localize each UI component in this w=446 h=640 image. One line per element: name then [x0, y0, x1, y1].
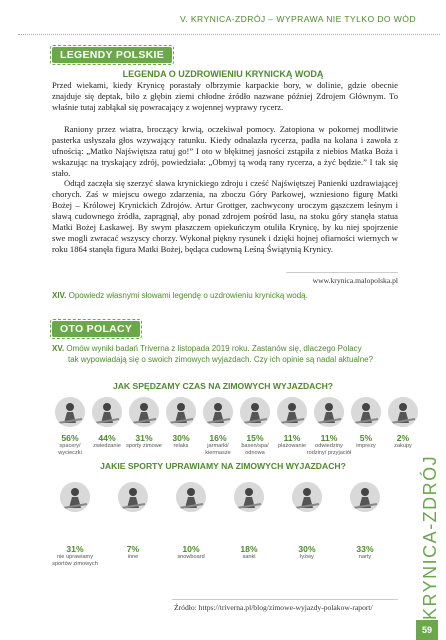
survey-photo-icon	[166, 397, 196, 427]
category-label: odwiedziny rodziny/ przyjaciół	[306, 443, 352, 456]
category-label: imprezy	[356, 443, 376, 449]
survey-photo-icon	[351, 397, 381, 427]
category-label: basen/spa/ odnowa	[241, 443, 269, 456]
survey-photo-icon	[60, 482, 90, 512]
data-label: 11%	[320, 433, 338, 443]
category-label: zwiedzanie	[93, 443, 121, 449]
paragraph-1: Przed wiekami, kiedy Krynicę porastały olbrzymie karpackie bory, w dolinie, gdzie obecnie znajduje się deptak, biło z głębin ziemi chłodne źródło nazwane później Zdrojem Głównym. To właśnie tutaj zabłąkał się powracający z wojennej wyprawy rycerz.	[52, 80, 398, 112]
data-label: 56%	[61, 433, 79, 443]
chart-2-title: JAKIE SPORTY UPRAWIAMY NA ZIMOWYCH WYJAZDACH?	[100, 461, 346, 471]
chart-sports	[0, 477, 446, 592]
survey-photo-icon	[118, 482, 148, 512]
footer-divider	[172, 599, 398, 600]
data-label: 11%	[283, 433, 301, 443]
category-label: jarmarki/ kiermasze	[205, 443, 231, 456]
page-header	[0, 0, 446, 40]
task-15	[52, 344, 412, 365]
data-label: 5%	[359, 433, 373, 443]
section-tag-legends: LEGENDY POLSKIE	[52, 47, 172, 63]
task-15-text-2: tak wypowiadają się o swoich zimowych wyjazdach. Czy ich opinie są nadal aktualne?	[68, 354, 374, 364]
data-label: 15%	[246, 433, 264, 443]
survey-photo-icon	[234, 482, 264, 512]
category-label: narty	[358, 554, 372, 560]
source-divider	[286, 272, 398, 273]
header-divider	[18, 34, 440, 35]
survey-photo-icon	[55, 397, 85, 427]
category-label: spacery/ wycieczki	[58, 443, 82, 456]
category-label: relaks	[173, 443, 189, 449]
survey-photo-icon	[277, 397, 307, 427]
task-14-text: Opowiedz własnymi słowami legendę o uzdrowieniu krynicką wodą.	[68, 291, 308, 300]
category-label: zakupy	[394, 443, 412, 449]
data-label: 31%	[66, 544, 84, 554]
data-label: 7%	[126, 544, 140, 554]
data-label: 33%	[356, 544, 374, 554]
category-label: sanki	[242, 554, 256, 560]
survey-photo-icon	[350, 482, 380, 512]
data-label: 44%	[98, 433, 116, 443]
survey-photo-icon	[203, 397, 233, 427]
data-label: 30%	[298, 544, 316, 554]
task-15-text-1: Omów wyniki badań Triverna z listopada 2019 roku. Zastanów się, dlaczego Polacy	[66, 344, 362, 353]
survey-photo-icon	[240, 397, 270, 427]
category-label: łyżwy	[300, 554, 314, 560]
legend-title: LEGENDA O UZDROWIENIU KRYNICKĄ WODĄ	[122, 69, 324, 79]
chart-activities	[0, 395, 446, 455]
task-14	[52, 291, 412, 302]
page-number: 59	[416, 620, 438, 640]
task-14-number: XIV.	[52, 291, 67, 300]
survey-photo-icon	[129, 397, 159, 427]
section-tag-poles: OTO POLACY	[52, 321, 140, 337]
category-label: snowboard	[177, 554, 205, 560]
category-label: sporty zimowe	[126, 443, 162, 449]
survey-photo-icon	[176, 482, 206, 512]
category-label: inne	[127, 554, 139, 560]
survey-photo-icon	[314, 397, 344, 427]
category-label: nie uprawiamy sportów zimowych	[52, 554, 98, 567]
data-label: 16%	[209, 433, 227, 443]
survey-photo-icon	[292, 482, 322, 512]
chapter-title: V. KRYNICA-ZDRÓJ – WYPRAWA NIE TYLKO DO WÓD	[179, 14, 416, 24]
survey-photo-icon	[388, 397, 418, 427]
chart-1-title: JAK SPĘDZAMY CZAS NA ZIMOWYCH WYJAZDACH?	[112, 381, 334, 391]
side-label: KRYNICA-ZDRÓJ	[420, 454, 440, 620]
data-label: 30%	[172, 433, 190, 443]
survey-source: Źródło: https://triverna.pl/blog/zimowe-wyjazdy-polakow-raport/	[174, 603, 373, 612]
category-label: plażowanie	[278, 443, 306, 449]
data-label: 2%	[396, 433, 410, 443]
paragraph-3: Odtąd zaczęła się szerzyć sława krynickiego zdroju i cześć Najświętszej Panienki uzdrawiającej chorych. Zaś w miejscu owego zdarzenia, na zboczu Góry Parkowej, wzniesiono figurę Matki Bożej – Królowej Krynickich Zdrojów. Artur Grottger, zachwycony uroczym gąszczem leśnym i sławą cudownego źródła, zaprągnął, aby ponad zdrojem pośród lasu, na stoku góry stanęła statua Matki Bożej Łaskawej. By swym płaszczem opiekuńczym otuliła Krynicę, by ku niej spojrzenie swe mogli zwracać wszyscy chorzy. Wykonał piękny rysunek i dzięki hojnej ofiarności wiernych w roku 1864 stanęła figura Matki Bożej, będąca cudowną Leśną Świątynią Krynicy.	[52, 178, 398, 254]
task-15-number: XV.	[52, 344, 65, 353]
data-label: 31%	[135, 433, 153, 443]
data-label: 10%	[182, 544, 200, 554]
survey-photo-icon	[92, 397, 122, 427]
legend-source: www.krynica.malopolska.pl	[312, 276, 398, 285]
data-label: 18%	[240, 544, 258, 554]
paragraph-2: Raniony przez wiatra, broczący krwią, oczekiwał pomocy. Zatopiona w pokornej modlitwie pasterka usłyszała głos wzywający ratunku. Kiedy odnalazła rycerza, padła na kolana i zawoła z ufnością: „Matko Najświętsza ratuj go!” I oto w błękitnej jasności zstąpiła z niebios Matka Boża i wskazując na tryskający zdrój, powiedziała: „Obmyj tą wodą rany rycerza, a żyć będzie.” I tak się stało.	[52, 124, 398, 178]
